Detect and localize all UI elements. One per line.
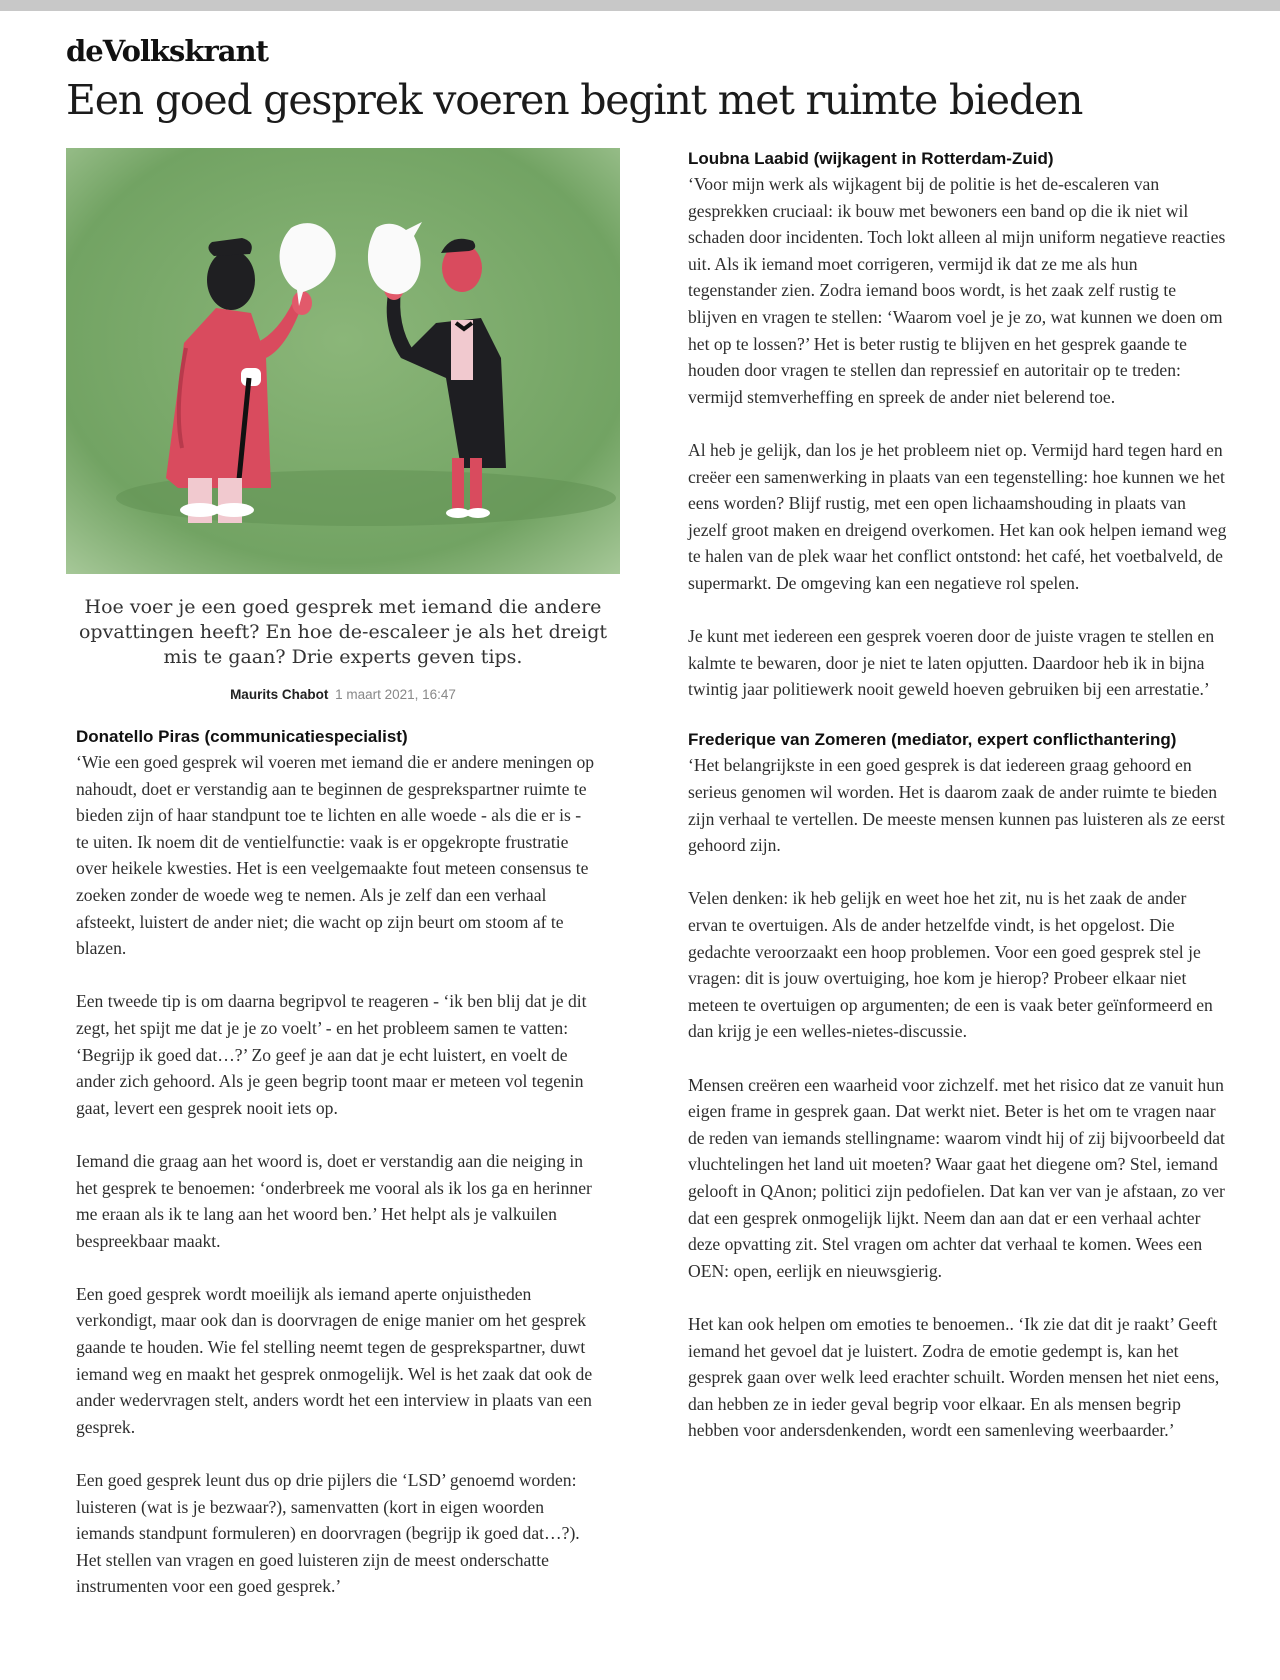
paragraph: Iemand die graag aan het woord is, doet er verstandig aan die neiging in het gesprek te benoemen: ‘onderbreek me vooral als ik los ga en herinner me eraan als ik te lang aan het woord ben.’ Het helpt als je valkuilen bespreekbaar maakt. bbox=[76, 1150, 592, 1251]
publish-date: 1 maart 2021, 16:47 bbox=[335, 687, 456, 702]
left-column bbox=[76, 726, 596, 1627]
paragraph: ‘Het belangrijkste in een goed gesprek is dat iedereen graag gehoord en serieus genomen wil worden. Het is daarom zaak de ander ruimte te bieden zijn verhaal te vertellen. De meeste mensen kunnen pas luisteren als ze eerst gehoord zijn. bbox=[688, 755, 1225, 856]
byline bbox=[66, 687, 620, 702]
paragraph: Je kunt met iedereen een gesprek voeren door de juiste vragen te stellen en kalmte te bewaren, door je niet te laten opjutten. Daardoor heb ik in bijna twintig jaar politiewerk nooit geweld hoeven gebruiken bij een arrestatie.’ bbox=[688, 626, 1215, 700]
paragraph: ‘Voor mijn werk als wijkagent bij de politie is het de-escaleren van gesprekken cruciaal: ik bouw met bewoners een band op die ik niet wil schaden door incidenten. Toch lokt alleen al mijn uniform negatieve reacties uit. Als ik iemand moet corrigeren, vermijd ik dat ze me als hun tegenstander zien. Zodra iemand boos wordt, is het zaak zelf rustig te blijven en vragen te stellen: ‘Waarom voel je je zo, wat kunnen we doen om het op te lossen?’ Het is beter rustig te blijven en het gesprek gaande te houden door vragen te stellen dan repressief en autoritair op te treden: vermijd stemverheffing en spreek de ander niet belerend toe. bbox=[688, 174, 1226, 407]
section-heading-piras: Donatello Piras (communicatiespecialist) bbox=[76, 727, 408, 746]
brand-logo[interactable]: deVolkskrant bbox=[66, 34, 268, 68]
paragraph: Een tweede tip is om daarna begripvol te reageren - ‘ik ben blij dat je dit zegt, het spijt me dat je je zo voelt’ - en het probleem samen te vatten: ‘Begrijp ik goed dat…?’ Zo geef je aan dat je echt luistert, en voelt de ander zich gehoord. Als je geen begrip toont maar er meteen vol tegenin gaat, levert een gesprek nooit iets op. bbox=[76, 991, 587, 1118]
paragraph: Het kan ook helpen om emoties te benoemen.. ‘Ik zie dat dit je raakt’ Geeft iemand het gevoel dat je luistert. Zodra de emotie gedempt is, kan het gesprek gaan over welk leed erachter schuilt. Worden mensen het niet eens, dan hebben ze in ieder geval begrip voor elkaar. En als mensen begrip hebben voor andersdenkenden, wordt een samenleving weerbaarder.’ bbox=[688, 1313, 1220, 1441]
paragraph: Velen denken: ik heb gelijk en weet hoe het zit, nu is het zaak de ander ervan te overtuigen. Als de ander hetzelfde vindt, is het opgelost. Die gedachte veroorzaakt een hoop problemen. Voor een goed gesprek stel je vragen: dit is jouw overtuiging, hoe kom je hierop? Probeer elkaar niet meteen te overtuigen op argumenten; de een is vaak beter geïnformeerd en dan krijg je een welles-nietes-discussie. bbox=[688, 888, 1213, 1042]
paragraph: Al heb je gelijk, dan los je het probleem niet op. Vermijd hard tegen hard en creëer een samenwerking in plaats van een tegenstelling: hoe kunnen we het eens worden? Blijf rustig, met een open lichaamshouding in plaats van jezelf groot maken en dreigend overkomen. Het kan ook helpen iemand weg te halen van de plek waar het conflict ontstond: het café, het voetbalveld, de supermarkt. De omgeving kan een negatieve rol spelen. bbox=[688, 439, 1227, 593]
article-illustration bbox=[66, 148, 620, 574]
paragraph: Een goed gesprek leunt dus op drie pijlers die ‘LSD’ genoemd worden: luisteren (wat is je bezwaar?), samenvatten (kort in eigen woorden iemands standpunt formuleren) en doorvragen (begrijp ik goed dat…?). Het stellen van vragen en goed luisteren zijn de meest onderschatte instrumenten voor een goed gesprek.’ bbox=[76, 1470, 580, 1597]
section-heading-van-zomeren: Frederique van Zomeren (mediator, expert conflicthantering) bbox=[688, 730, 1177, 750]
section-heading-laabid: Loubna Laabid (wijkagent in Rotterdam-Zuid) bbox=[688, 149, 1054, 168]
paragraph: ‘Wie een goed gesprek wil voeren met iemand die er andere meningen op nahoudt, doet er verstandig aan te beginnen de gesprekspartner ruimte te bieden zijn of haar standpunt toe te lichten en alle woede - als die er is - te uiten. Ik noem dit de ventielfunctie: vaak is er opgekropte frustratie over heikele kwesties. Het is een veelgemaakte fout meteen consensus te zoeken zonder de woede weg te nemen. Als je zelf dan een verhaal afsteekt, luistert de ander niet; die wacht op zijn beurt om stoom af te blazen. bbox=[76, 752, 595, 959]
author-name[interactable]: Maurits Chabot bbox=[230, 687, 329, 702]
paragraph: Een goed gesprek wordt moeilijk als iemand aperte onjuistheden verkondigt, maar ook dan is doorvragen de enige manier om het gesprek gaande te houden. Wie fel stelling neemt tegen de gesprekspartner, duwt iemand weg en maakt het gesprek onmogelijk. Wel is het zaak dat ook de ander wedervragen stelt, anders wordt het een interview in plaats van een gesprek. bbox=[76, 1283, 593, 1437]
article-headline: Een goed gesprek voeren begint met ruimte bieden bbox=[66, 76, 1083, 124]
article-lead: Hoe voer je een goed gesprek met iemand die andere opvattingen heeft? En hoe de-escaleer je als het dreigt mis te gaan? Drie experts geven tips. bbox=[78, 596, 608, 668]
paragraph: Mensen creëren een waarheid voor zichzelf. met het risico dat ze vanuit hun eigen frame in gesprek gaan. Dat werkt niet. Beter is het om te vragen naar de reden van iemands stellingname: waarom vindt hij of zij bijvoorbeeld dat vluchtelingen het land uit moeten? Waar gaat het diegene om? Stel, iemand gelooft in QAnon; politici zijn pedofielen. Dat kan ver van je afstaan, zo ver dat een gesprek onmogelijk lijkt. Neem dan aan dat er een verhaal achter deze opvatting zit. Stel vragen om achter dat verhaal te komen. Wees een OEN: open, eerlijk en nieuwsgierig. bbox=[688, 1074, 1225, 1281]
right-column bbox=[688, 148, 1228, 1471]
top-border bbox=[0, 0, 1280, 11]
